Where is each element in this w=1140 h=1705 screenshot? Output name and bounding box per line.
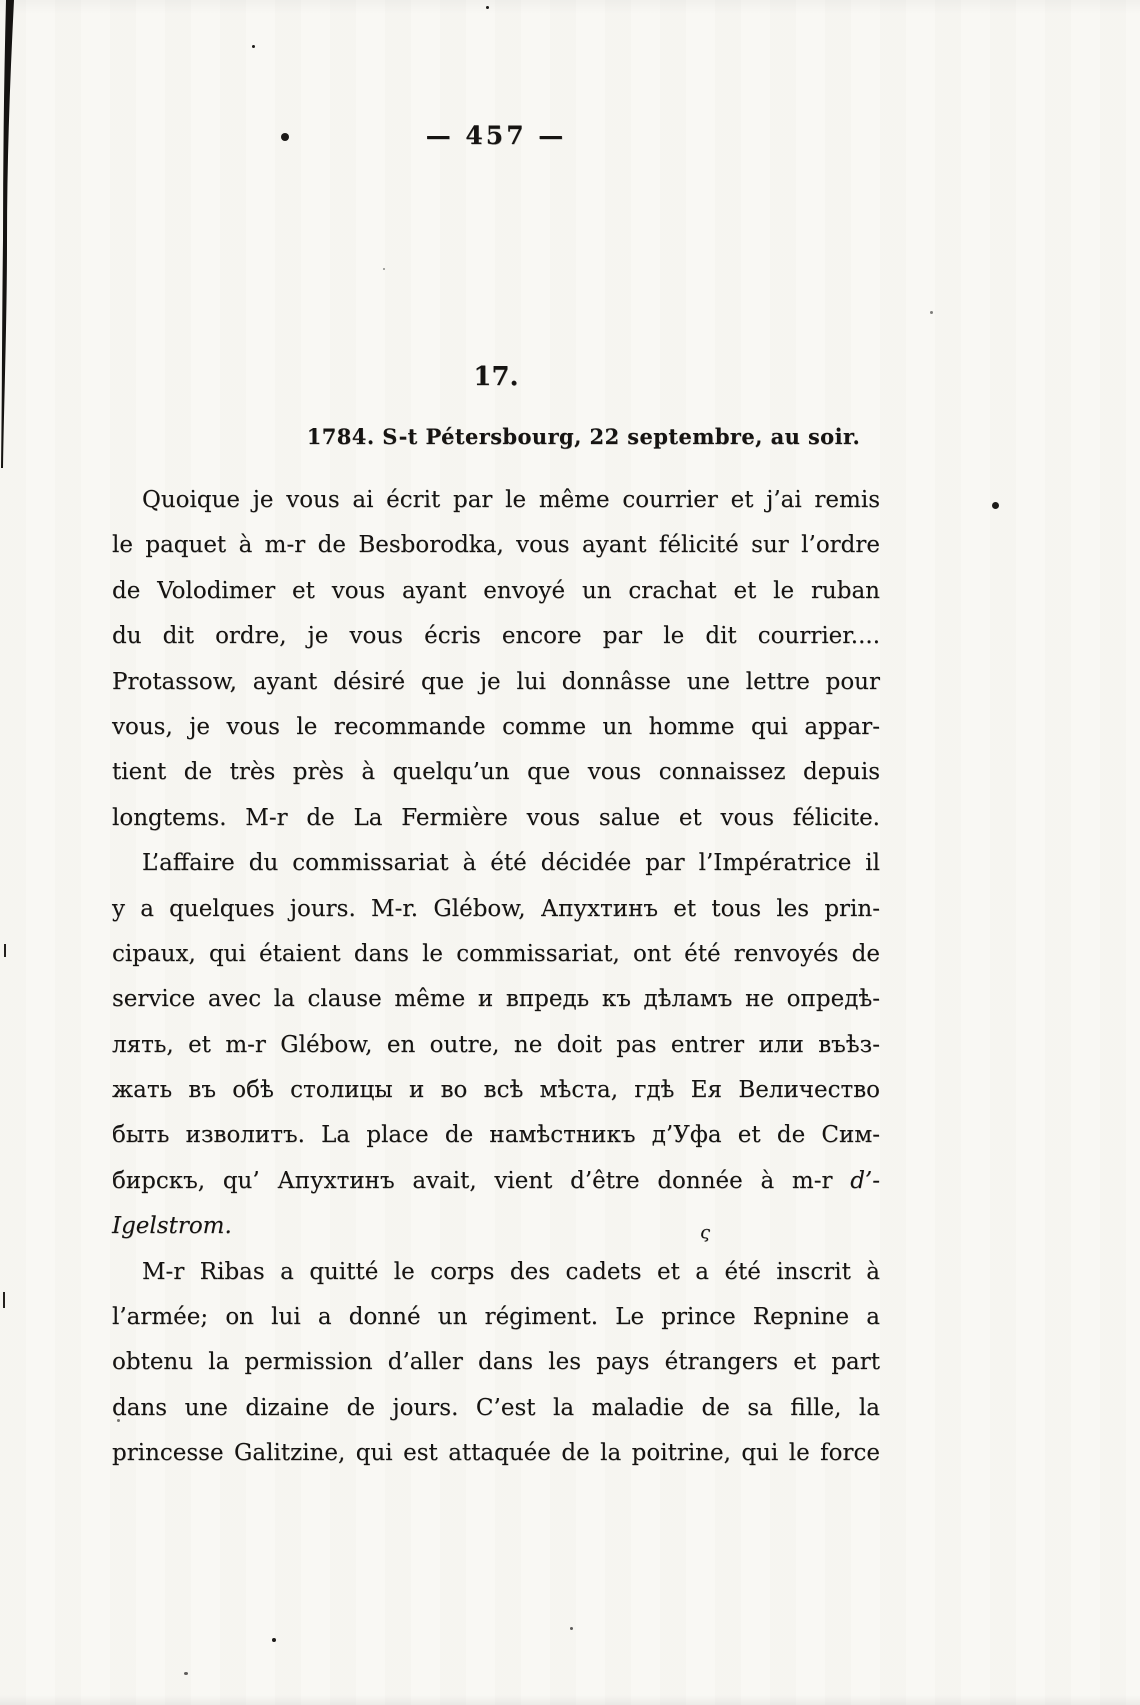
ink-speck (992, 502, 999, 509)
text-line: princesse Galitzine, qui est attaquée de la poitrine, qui le force (112, 1440, 880, 1467)
text-line (112, 1159, 880, 1204)
ink-speck (184, 1672, 188, 1675)
text-line: l’armée; on lui a donné un régiment. Le prince Repnine a (112, 1304, 880, 1331)
text-line: tient de très près à quelqu’un que vous connaissez depuis (112, 759, 880, 786)
ink-speck (272, 1638, 276, 1642)
letter-number-heading: 17. (473, 362, 519, 392)
dateline: 1784. S-t Pétersbourg, 22 septembre, au soir. (306, 424, 861, 449)
ink-speck (930, 311, 933, 314)
text-run: бирскъ, qu’ Апухтинъ avait, vient d’être donnée à m-r (112, 1167, 851, 1194)
text-line: быть изволитъ. La place de намѣстникъ д’Уфа et de Сим- (112, 1122, 880, 1149)
text-line: vous, je vous le recommande comme un homme qui appar- (112, 713, 880, 740)
ink-speck (486, 6, 489, 9)
page-number: — 457 — (425, 121, 567, 150)
text-line: M-r Ribas a quitté le corps des cadets et a été inscrit à (142, 1258, 880, 1285)
text-line: service avec la clause même и впредь къ дѣламъ не опредѣ- (112, 986, 880, 1013)
italic-text-run: Igelstrom. (112, 1213, 232, 1240)
ink-speck (383, 268, 385, 270)
text-line: Protassow, ayant désiré que je lui donnâsse une lettre pour (112, 668, 880, 695)
ink-speck (252, 45, 255, 48)
text-line: longtems. M-r de La Fermière vous salue et vous félicite. (112, 804, 880, 831)
text-line: dans une dizaine de jours. C’est la maladie de sa fille, la (112, 1394, 880, 1421)
text-line: Quoique je vous ai écrit par le même courrier et j’ai remis (142, 487, 880, 513)
text-line: obtenu la permission d’aller dans les pays étrangers et part (112, 1349, 880, 1376)
text-line: L’affaire du commissariat à été décidée par l’Impératrice il (142, 850, 880, 877)
ink-speck (4, 944, 6, 957)
text-line (112, 1204, 880, 1249)
text-line: y a quelques jours. M-r. Glébow, Апухтинъ et tous les prin- (112, 895, 880, 922)
italic-text-run: d’- (850, 1167, 880, 1194)
text-line: лять, et m-r Glébow, en outre, ne doit pas entrer или въѣз- (112, 1031, 880, 1058)
scan-edge-artifact (0, 0, 24, 500)
text-line: de Volodimer et vous ayant envoyé un crachat et le ruban (112, 577, 880, 604)
text-line: du dit ordre, je vous écris encore par le dit courrier.... (112, 623, 880, 650)
stray-ink-mark: ς (700, 1222, 711, 1244)
ink-speck (570, 1627, 573, 1630)
letter-body (112, 478, 880, 1477)
text-line: жать въ обѣ столицы и во всѣ мѣста, гдѣ Ея Величество (112, 1077, 880, 1104)
text-line: le paquet à m-r de Besborodka, vous ayant félicité sur l’ordre (112, 532, 880, 559)
text-line: cipaux, qui étaient dans le commissariat, ont été renvoyés de (112, 940, 880, 967)
ink-speck (3, 1292, 5, 1308)
